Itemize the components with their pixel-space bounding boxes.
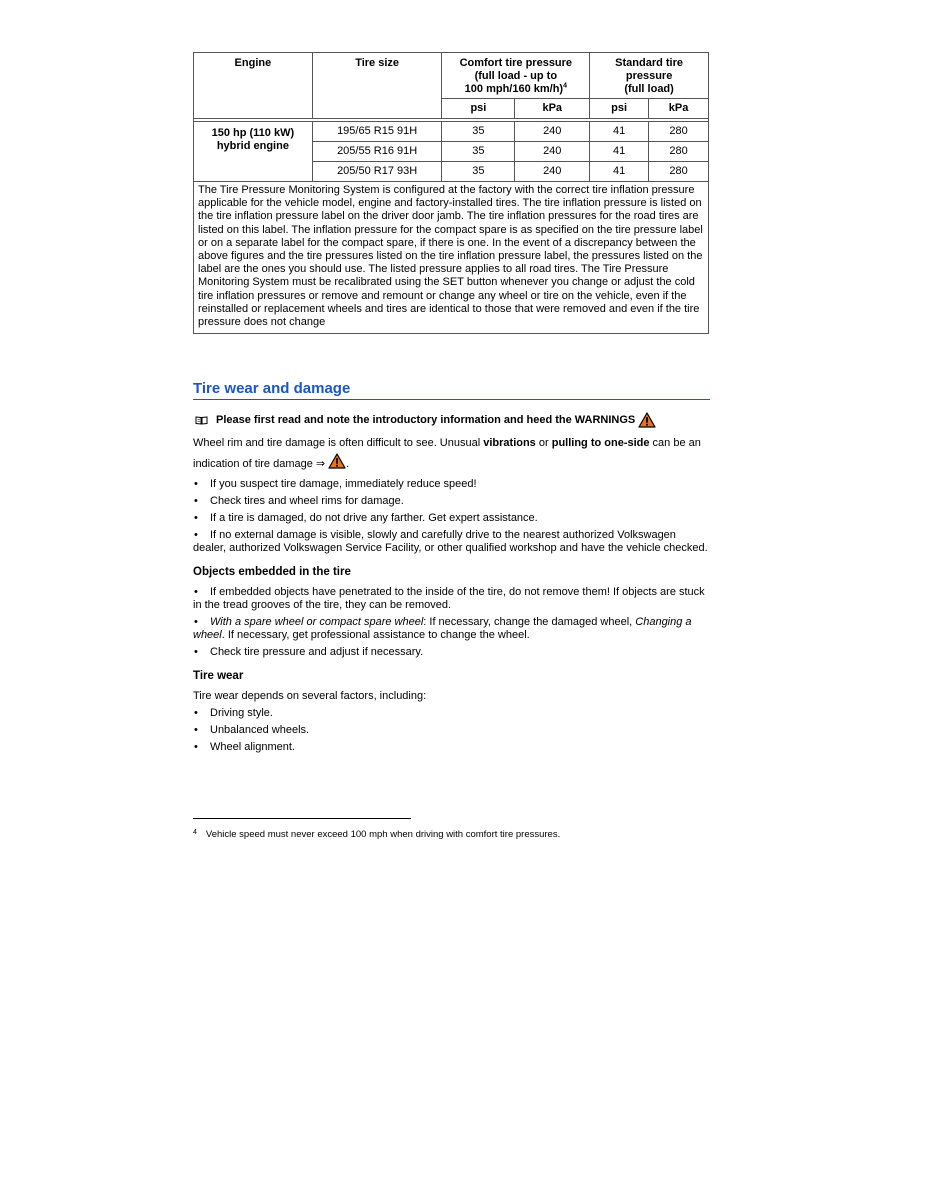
header-standard-kpa: kPa	[649, 99, 709, 119]
list-item: • If a tire is damaged, do not drive any farther. Get expert assistance.	[193, 512, 710, 525]
embedded-bullets-short	[193, 646, 710, 659]
tire-wear-heading: Tire wear	[193, 670, 244, 682]
list-item: • If you suspect tire damage, immediately reduce speed!	[193, 478, 710, 491]
list-item: • If no external damage is visible, slowly and carefully drive to the nearest authorized Volkswagen dealer, authorized Volkswagen Service Facility, or other qualified workshop and have the vehicle checked.	[193, 529, 710, 555]
warning-icon[interactable]	[638, 412, 656, 428]
comfort-kpa-cell: 240	[515, 162, 590, 182]
tire-size-cell: 195/65 R15 91H	[312, 122, 442, 142]
footnote-mark: 4	[193, 829, 197, 836]
comfort-kpa-cell: 240	[515, 122, 590, 142]
header-standard-pressure: Standard tire pressure (full load)	[590, 53, 709, 99]
section-title: Tire wear and damage	[193, 380, 351, 397]
table-row	[194, 122, 709, 142]
table-note: The Tire Pressure Monitoring System is configured at the factory with the correct tire inflation pressure applicable for the vehicle model, engine and factory-installed tires. The tire inflation pressure is listed on the tire inflation pressure label on the driver door jamb. The tire inflation pressures for the road tires are listed on this label. The inflation pressure for the compact spare is as specified on the tire pressure label or on a separate label for the compact spare, if there is one. In the event of a discrepancy between the above figures and the tire pressures listed on the tire inflation pressure label, the pressures listed on the label are the ones you should use. The listed pressure applies to all road tires. The Tire Pressure Monitoring System must be recalibrated using the SET button whenever you change or adjust the cold tire inflation pressures or remove and remount or change any wheel or tire on the vehicle, even if the reinstalled or replacement wheels and tires are identical to those that were removed and even if the tire pressure does not change	[194, 182, 709, 334]
comfort-psi-cell: 35	[442, 122, 515, 142]
standard-kpa-cell: 280	[649, 142, 709, 162]
tire-pressure-table	[193, 52, 709, 334]
tire-wear-bullets	[193, 707, 710, 754]
list-item: • Driving style.	[193, 707, 710, 720]
footnote-ref[interactable]: 4	[563, 82, 567, 90]
standard-psi-cell: 41	[590, 162, 649, 182]
engine-cell: 150 hp (110 kW) hybrid engine	[194, 122, 313, 182]
tire-size-cell: 205/55 R16 91H	[312, 142, 442, 162]
header-comfort-psi: psi	[442, 99, 515, 119]
damage-bullets-long	[193, 529, 710, 555]
intro-line	[193, 410, 710, 430]
footnote-text: Vehicle speed must never exceed 100 mph when driving with comfort tire pressures.	[205, 829, 561, 840]
damage-bullets	[193, 478, 710, 525]
tire-size-cell: 205/50 R17 93H	[312, 162, 442, 182]
intro-text: Please first read and note the introductory information and heed the WARNINGS	[216, 413, 636, 426]
list-item: • Check tire pressure and adjust if necessary.	[193, 646, 710, 659]
book-icon	[195, 416, 208, 425]
damage-paragraph: Wheel rim and tire damage is often difficult to see. Unusual vibrations or pulling to one-side can be an indication of tire damage ⇒ .	[193, 437, 701, 470]
tire-wear-intro: Tire wear depends on several factors, including:	[193, 690, 427, 702]
section-body	[193, 410, 710, 754]
header-engine: Engine	[194, 53, 313, 119]
embedded-bullets	[193, 586, 710, 642]
header-standard-psi: psi	[590, 99, 649, 119]
standard-kpa-cell: 280	[649, 122, 709, 142]
changing-wheel-link[interactable]: Changing a wheel	[193, 616, 692, 641]
footnote-divider	[193, 818, 411, 819]
comfort-psi-cell: 35	[442, 142, 515, 162]
header-comfort-pressure: Comfort tire pressure (full load - up to 100 mph/160 km/h)$^4$	[442, 53, 590, 99]
standard-psi-cell: 41	[590, 142, 649, 162]
list-item: • With a spare wheel or compact spare wheel: If necessary, change the damaged wheel, Changing a wheel. If necessary, get professional assistance to change the wheel.	[193, 616, 710, 642]
section-divider	[193, 399, 710, 400]
list-item: • If embedded objects have penetrated to the inside of the tire, do not remove them! If objects are stuck in the tread grooves of the tire, they can be removed.	[193, 586, 710, 612]
footnote	[193, 829, 560, 842]
header-tire-size: Tire size	[312, 53, 442, 119]
comfort-psi-cell: 35	[442, 162, 515, 182]
list-item: • Check tires and wheel rims for damage.	[193, 495, 710, 508]
list-item: • Wheel alignment.	[193, 741, 710, 754]
warning-icon[interactable]	[328, 453, 346, 469]
list-item: • Unbalanced wheels.	[193, 724, 710, 737]
standard-psi-cell: 41	[590, 122, 649, 142]
standard-kpa-cell: 280	[649, 162, 709, 182]
comfort-kpa-cell: 240	[515, 142, 590, 162]
header-comfort-kpa: kPa	[515, 99, 590, 119]
embedded-objects-heading: Objects embedded in the tire	[193, 566, 351, 578]
